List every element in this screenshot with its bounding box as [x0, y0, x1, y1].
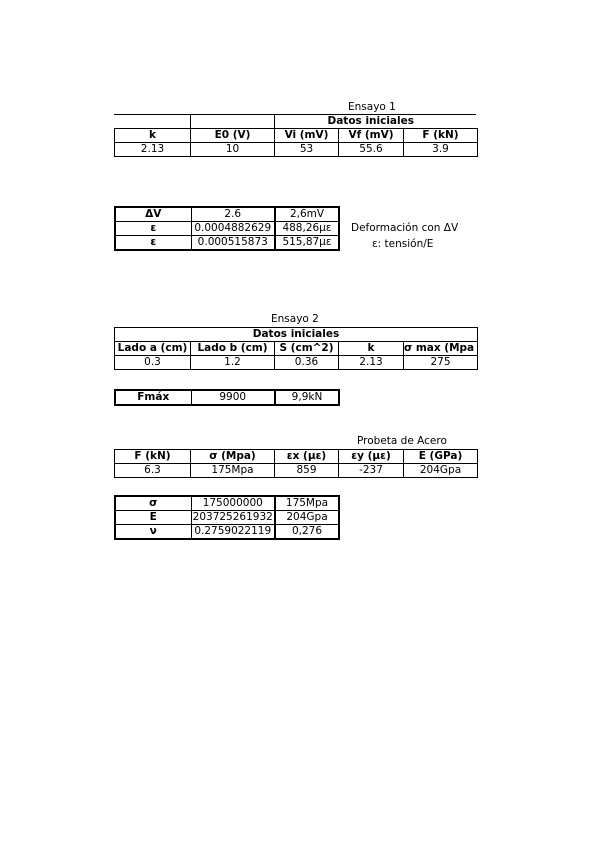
fmax-label: Fmáx [115, 390, 191, 405]
deformacion-label: ΔV [115, 207, 191, 222]
fmax-unit: 9,9kN [275, 390, 339, 405]
deformacion-unit: 2,6mV [275, 207, 339, 222]
resultados-value: 0.2759022119 [191, 525, 275, 540]
fmax-table [114, 389, 340, 406]
ensayo2-value: 1.2 [191, 356, 275, 370]
resultados-value: 203725261932 [191, 511, 275, 525]
ensayo1-header: F (kN) [404, 129, 478, 143]
resultados-value: 175000000 [191, 496, 275, 511]
ensayo2-header: k [339, 342, 404, 356]
probeta-title: Probeta de Acero [357, 435, 447, 447]
ensayo2-header: Lado b (cm) [191, 342, 275, 356]
ensayo1-value: 53 [275, 143, 339, 157]
probeta-header: F (kN) [115, 450, 191, 464]
deformacion-unit: 488,26με [275, 222, 339, 236]
deformacion-value: 2.6 [191, 207, 275, 222]
probeta-value: 859 [275, 464, 339, 478]
ensayo1-value: 2.13 [115, 143, 191, 157]
ensayo1-title: Ensayo 1 [348, 101, 396, 113]
resultados-unit: 204Gpa [275, 511, 339, 525]
deformacion-label: ε [115, 222, 191, 236]
ensayo1-header: E0 (V) [191, 129, 275, 143]
probeta-value: 175Mpa [191, 464, 275, 478]
probeta-table [114, 449, 478, 478]
ensayo1-table [114, 115, 478, 157]
probeta-value: 6.3 [115, 464, 191, 478]
ensayo2-title: Ensayo 2 [271, 313, 319, 325]
blank-cell [115, 115, 191, 129]
probeta-value: 204Gpa [404, 464, 478, 478]
ensayo1-header: k [115, 129, 191, 143]
ensayo1-value: 3.9 [404, 143, 478, 157]
ensayo2-value: 2.13 [339, 356, 404, 370]
probeta-header: εy (με) [339, 450, 404, 464]
ensayo2-header: σ max (Mpa [404, 342, 478, 356]
probeta-header: E (GPa) [404, 450, 478, 464]
ensayo2-value: 275 [404, 356, 478, 370]
resultados-unit: 0,276 [275, 525, 339, 540]
deformacion-label: ε [115, 236, 191, 251]
deformacion-note-2: ε: tensión/E [372, 238, 434, 250]
ensayo2-value: 0.3 [115, 356, 191, 370]
resultados-label: E [115, 511, 191, 525]
ensayo1-header: Vf (mV) [339, 129, 404, 143]
deformacion-note-1: Deformación con ΔV [351, 222, 459, 234]
ensayo1-value: 55.6 [339, 143, 404, 157]
probeta-header: εx (με) [275, 450, 339, 464]
resultados-label: ν [115, 525, 191, 540]
ensayo2-section-label: Datos iniciales [115, 328, 478, 342]
deformacion-value: 0.0004882629 [191, 222, 275, 236]
ensayo1-section-label: Datos iniciales [339, 115, 478, 129]
resultados-label: σ [115, 496, 191, 511]
resultados-table [114, 495, 340, 540]
deformacion-table [114, 206, 340, 251]
deformacion-value: 0.000515873 [191, 236, 275, 251]
ensayo2-header: Lado a (cm) [115, 342, 191, 356]
resultados-unit: 175Mpa [275, 496, 339, 511]
ensayo2-value: 0.36 [275, 356, 339, 370]
probeta-header: σ (Mpa) [191, 450, 275, 464]
blank-cell [191, 115, 275, 129]
ensayo2-table [114, 327, 478, 370]
ensayo1-value: 10 [191, 143, 275, 157]
ensayo1-header: Vi (mV) [275, 129, 339, 143]
ensayo2-header: S (cm^2) [275, 342, 339, 356]
deformacion-unit: 515,87με [275, 236, 339, 251]
probeta-value: -237 [339, 464, 404, 478]
fmax-value: 9900 [191, 390, 275, 405]
